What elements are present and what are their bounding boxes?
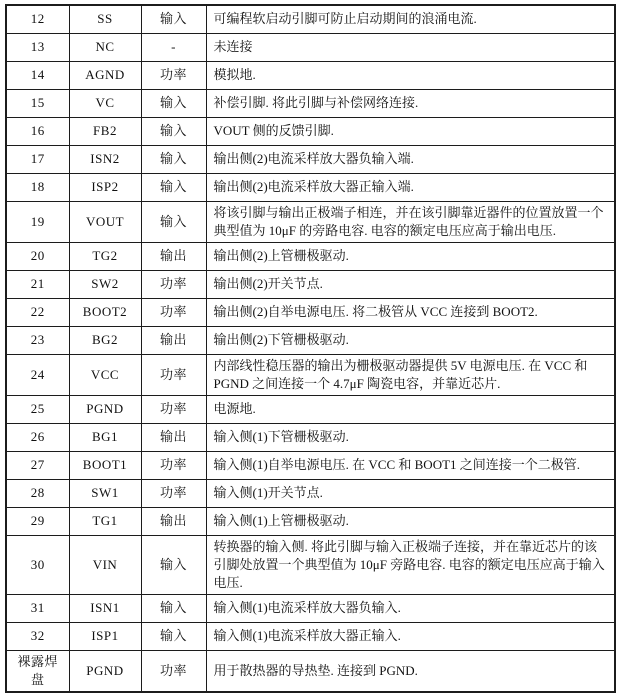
- pin-number-cell: 22: [6, 298, 69, 326]
- table-row: [6, 242, 615, 270]
- pin-name-cell: TG1: [69, 507, 141, 535]
- pin-number-cell: 23: [6, 326, 69, 354]
- pin-name-cell: PGND: [69, 650, 141, 692]
- table-row: [6, 145, 615, 173]
- pin-name-cell: ISN2: [69, 145, 141, 173]
- pin-description-cell: 输入侧(1)下管栅极驱动.: [206, 423, 615, 451]
- pin-name-cell: FB2: [69, 117, 141, 145]
- pin-description-cell: 输入侧(1)上管栅极驱动.: [206, 507, 615, 535]
- pin-name-cell: SW2: [69, 270, 141, 298]
- table-row: [6, 354, 615, 395]
- pin-number-cell: 31: [6, 594, 69, 622]
- pin-number-cell: 14: [6, 61, 69, 89]
- pin-description-cell: 输入侧(1)自举电源电压. 在 VCC 和 BOOT1 之间连接一个二极管.: [206, 451, 615, 479]
- pin-description-cell: 输入侧(1)电流采样放大器负输入.: [206, 594, 615, 622]
- pin-description-cell: 输出侧(2)上管栅极驱动.: [206, 242, 615, 270]
- pin-description-cell: 输入侧(1)电流采样放大器正输入.: [206, 622, 615, 650]
- pin-name-cell: VC: [69, 89, 141, 117]
- pin-description-cell: 将该引脚与输出正极端子相连，并在该引脚靠近器件的位置放置一个典型值为 10μF 的旁路电容. 电容的额定电压应高于输出电压.: [206, 201, 615, 242]
- pin-number-cell: 13: [6, 33, 69, 61]
- pin-number-cell: 27: [6, 451, 69, 479]
- table-row: [6, 535, 615, 594]
- pin-name-cell: AGND: [69, 61, 141, 89]
- pin-name-cell: VCC: [69, 354, 141, 395]
- pin-description-cell: 内部线性稳压器的输出为栅极驱动器提供 5V 电源电压. 在 VCC 和 PGND 之间连接一个 4.7μF 陶瓷电容，并靠近芯片.: [206, 354, 615, 395]
- pin-type-cell: 输入: [141, 145, 206, 173]
- pin-number-cell: 32: [6, 622, 69, 650]
- pin-type-cell: 输入: [141, 5, 206, 33]
- pin-name-cell: ISN1: [69, 594, 141, 622]
- pin-type-cell: 输出: [141, 507, 206, 535]
- pin-number-cell: 29: [6, 507, 69, 535]
- table-row: [6, 650, 615, 692]
- pin-name-cell: PGND: [69, 395, 141, 423]
- pin-name-cell: SW1: [69, 479, 141, 507]
- table-row: [6, 395, 615, 423]
- pin-number-cell: 16: [6, 117, 69, 145]
- table-row: [6, 5, 615, 33]
- table-row: [6, 270, 615, 298]
- pin-description-cell: 可编程软启动引脚可防止启动期间的浪涌电流.: [206, 5, 615, 33]
- pin-number-cell: 25: [6, 395, 69, 423]
- table-row: [6, 622, 615, 650]
- pin-description-cell: 输出侧(2)电流采样放大器正输入端.: [206, 173, 615, 201]
- pin-number-cell: 19: [6, 201, 69, 242]
- table-row: [6, 173, 615, 201]
- pin-name-cell: TG2: [69, 242, 141, 270]
- pin-type-cell: 输出: [141, 326, 206, 354]
- pin-name-cell: NC: [69, 33, 141, 61]
- table-row: [6, 117, 615, 145]
- pin-type-cell: 输入: [141, 117, 206, 145]
- pin-type-cell: 输入: [141, 535, 206, 594]
- pin-type-cell: 输入: [141, 173, 206, 201]
- pin-description-cell: 用于散热器的导热垫. 连接到 PGND.: [206, 650, 615, 692]
- pin-type-cell: 输出: [141, 423, 206, 451]
- pin-name-cell: ISP1: [69, 622, 141, 650]
- pin-type-cell: 输入: [141, 622, 206, 650]
- pin-type-cell: 输出: [141, 242, 206, 270]
- pin-type-cell: -: [141, 33, 206, 61]
- pin-type-cell: 功率: [141, 270, 206, 298]
- pin-number-cell: 28: [6, 479, 69, 507]
- table-row: [6, 594, 615, 622]
- pin-type-cell: 功率: [141, 451, 206, 479]
- table-row: [6, 33, 615, 61]
- table-row: [6, 298, 615, 326]
- pin-type-cell: 功率: [141, 354, 206, 395]
- pin-description-cell: 补偿引脚. 将此引脚与补偿网络连接.: [206, 89, 615, 117]
- pin-number-cell: 30: [6, 535, 69, 594]
- pin-type-cell: 功率: [141, 298, 206, 326]
- pin-table-body: [6, 5, 615, 692]
- pin-description-cell: VOUT 侧的反馈引脚.: [206, 117, 615, 145]
- pin-type-cell: 功率: [141, 479, 206, 507]
- table-row: [6, 479, 615, 507]
- table-row: [6, 61, 615, 89]
- pin-type-cell: 输入: [141, 201, 206, 242]
- pin-description-cell: 输出侧(2)电流采样放大器负输入端.: [206, 145, 615, 173]
- table-row: [6, 507, 615, 535]
- pin-name-cell: ISP2: [69, 173, 141, 201]
- table-row: [6, 451, 615, 479]
- pin-number-cell: 18: [6, 173, 69, 201]
- table-row: [6, 326, 615, 354]
- pin-number-cell: 20: [6, 242, 69, 270]
- pin-number-cell: 15: [6, 89, 69, 117]
- pin-type-cell: 输入: [141, 89, 206, 117]
- pin-type-cell: 功率: [141, 395, 206, 423]
- pin-number-cell: 12: [6, 5, 69, 33]
- pin-number-cell: 24: [6, 354, 69, 395]
- pin-type-cell: 功率: [141, 650, 206, 692]
- pin-name-cell: BOOT2: [69, 298, 141, 326]
- table-row: [6, 423, 615, 451]
- pin-function-table: [5, 4, 616, 693]
- pin-name-cell: VOUT: [69, 201, 141, 242]
- pin-name-cell: VIN: [69, 535, 141, 594]
- pin-number-cell: 26: [6, 423, 69, 451]
- pin-description-cell: 输出侧(2)自举电源电压. 将二极管从 VCC 连接到 BOOT2.: [206, 298, 615, 326]
- pin-name-cell: BOOT1: [69, 451, 141, 479]
- pin-number-cell: 17: [6, 145, 69, 173]
- pin-description-cell: 电源地.: [206, 395, 615, 423]
- pin-description-cell: 模拟地.: [206, 61, 615, 89]
- pin-description-cell: 输出侧(2)下管栅极驱动.: [206, 326, 615, 354]
- pin-description-cell: 转换器的输入侧. 将此引脚与输入正极端子连接，并在靠近芯片的该引脚处放置一个典型值为 10μF 旁路电容. 电容的额定电压应高于输入电压.: [206, 535, 615, 594]
- pin-name-cell: BG2: [69, 326, 141, 354]
- pin-type-cell: 功率: [141, 61, 206, 89]
- pin-number-cell: 21: [6, 270, 69, 298]
- pin-description-cell: 输入侧(1)开关节点.: [206, 479, 615, 507]
- table-row: [6, 201, 615, 242]
- table-row: [6, 89, 615, 117]
- pin-name-cell: BG1: [69, 423, 141, 451]
- pin-number-cell: 裸露焊盘: [6, 650, 69, 692]
- pin-description-cell: 输出侧(2)开关节点.: [206, 270, 615, 298]
- pin-type-cell: 输入: [141, 594, 206, 622]
- pin-name-cell: SS: [69, 5, 141, 33]
- pin-description-cell: 未连接: [206, 33, 615, 61]
